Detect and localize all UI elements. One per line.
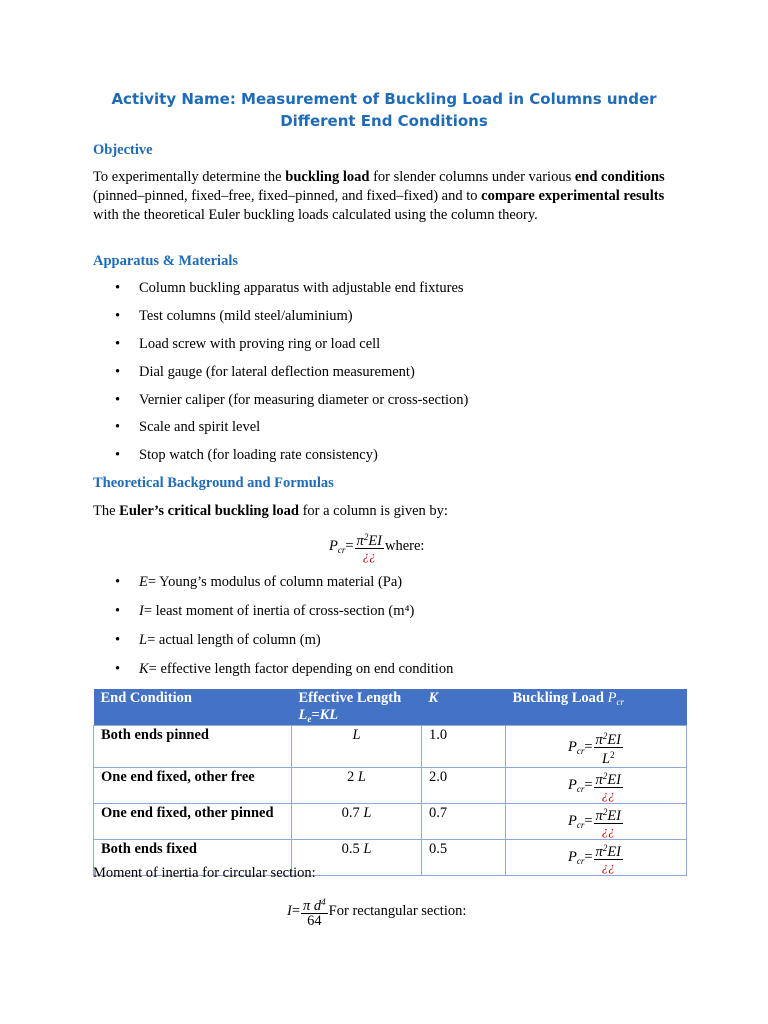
end-condition-table [93, 689, 687, 876]
activity-title: Activity Name: Measurement of Buckling Load in Columns under Different End Conditions [111, 90, 657, 130]
objective-paragraph: To experimentally determine the buckling load for slender columns under various end conditions (pinned–pinned, fixed–free, fixed–pinned, and fixed–fixed) and to compare experimental results with the theoretical Euler buckling loads calculated using the column theory. [93, 169, 665, 223]
cell-condition: One end fixed, other free [94, 768, 292, 804]
apparatus-heading: Apparatus & Materials [93, 253, 238, 269]
cell-buckling-load: $P_{cr}=$ $\frac{\pi^2EI}{¿¿}$ [506, 768, 687, 804]
euler-intro: The Euler’s critical buckling load for a column is given by: [93, 503, 448, 519]
table-row [94, 804, 687, 840]
table-header-row [94, 689, 687, 726]
cell-k: 0.5 [422, 840, 506, 876]
list-item: • Column buckling apparatus with adjustable end fixtures [115, 280, 464, 296]
theory-heading: Theoretical Background and Formulas [93, 475, 334, 491]
header-k: K [422, 689, 506, 726]
moment-formula: I= $\frac{\pi d^4}{64}$ For rectangular section: [287, 897, 467, 929]
cell-k: 2.0 [422, 768, 506, 804]
objective-heading: Objective [93, 142, 153, 158]
cell-buckling-load: $P_{cr}=$ $\frac{\pi^2EI}{¿¿}$ [506, 840, 687, 876]
cell-condition: Both ends fixed [94, 840, 292, 876]
table-row [94, 726, 687, 768]
list-item: • Load screw with proving ring or load cell [115, 336, 381, 352]
list-item: • E= Young’s modulus of column material (Pa) [115, 574, 403, 590]
cell-k: 1.0 [422, 726, 506, 768]
list-item: • Test columns (mild steel/aluminium) [115, 308, 353, 324]
cell-condition: One end fixed, other pinned [94, 804, 292, 840]
list-item: • Stop watch (for loading rate consistency) [115, 447, 378, 463]
table-row [94, 768, 687, 804]
header-buckling-load: Buckling Load $P_{cr}$ [506, 689, 687, 726]
list-item: • K= effective length factor depending on end condition [115, 661, 454, 677]
cell-buckling-load: $P_{cr}=$ $\frac{\pi^2EI}{L^2}$ [506, 726, 687, 768]
cell-effective-length: 0.7 L [292, 804, 422, 840]
list-item: • I= least moment of inertia of cross-section (m⁴) [115, 603, 415, 619]
moment-heading: Moment of inertia for circular section: [93, 865, 316, 881]
cell-buckling-load: $P_{cr}=$ $\frac{\pi^2EI}{¿¿}$ [506, 804, 687, 840]
cell-effective-length: 0.5 L [292, 840, 422, 876]
cell-effective-length: L [292, 726, 422, 768]
cell-condition: Both ends pinned [94, 726, 292, 768]
cell-k: 0.7 [422, 804, 506, 840]
header-end-condition: End Condition [94, 689, 292, 726]
list-item: • Vernier caliper (for measuring diameter or cross-section) [115, 392, 469, 408]
euler-formula: $P_{cr}=$ $\frac{\pi^2EI}{¿¿}$ where: [329, 532, 425, 563]
list-item: • L= actual length of column (m) [115, 632, 321, 648]
list-item: • Scale and spirit level [115, 419, 261, 435]
cell-effective-length: 2 L [292, 768, 422, 804]
list-item: • Dial gauge (for lateral deflection measurement) [115, 364, 415, 380]
header-effective-length: Effective Length $L_e=KL$ [292, 689, 422, 726]
